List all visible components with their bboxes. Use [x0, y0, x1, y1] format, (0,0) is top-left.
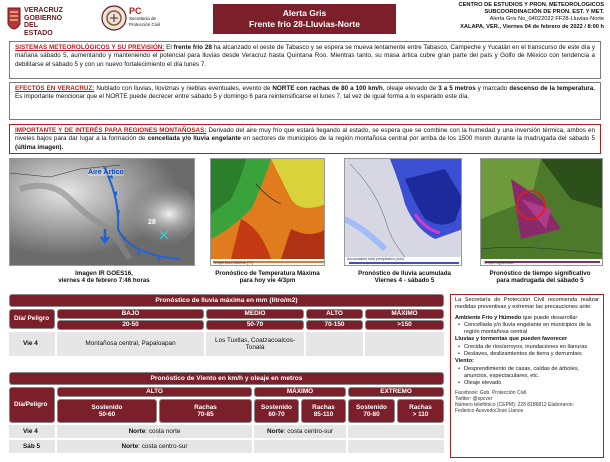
- alert-number: Alerta Gris No_04022022 FF28-Lluvias-Norte: [489, 16, 604, 23]
- wind-heading: Viento:: [455, 358, 474, 365]
- label: Sostenido: [91, 403, 123, 411]
- value: 50-60: [98, 411, 116, 418]
- highlight: descenso de la temperatura.: [509, 85, 595, 92]
- wind-sub-ext-rach: [397, 399, 444, 423]
- weather-map-graphic: [481, 159, 603, 266]
- label: Sostenido: [261, 403, 292, 411]
- value: 70-80: [363, 411, 380, 418]
- pc-logo-line-2: Secretaría de: [129, 16, 157, 21]
- significant-weather-map: [480, 158, 603, 266]
- rain-range-mid: 50-70: [206, 320, 304, 330]
- wind-table-title: Pronóstico de Viento en km/h y oleaje en metros: [9, 372, 444, 385]
- rain-row-day: Vie 4: [9, 332, 55, 356]
- caption-line: Imagen IR GOES16,: [75, 270, 133, 277]
- label: Rachas: [409, 403, 432, 411]
- issue-datetime: XALAPA, VER., Viernes 04 de febrero de 2022 / 8:00 h: [460, 23, 604, 30]
- text: ha alcanzado el oeste de Tabasco y se espera se mueva lentamente entre Tabasco, Campeche y Yucatán en el transcurso de este día y mañana sábado 5, aumentando y manteniendo el potencial para lluvias desde Veracruz hasta Quintana Roo. Mientras tanto, su masa ártica cubre gran parte del país y Golfo de México con tendencia a debilitarse el sábado 5 y con un nuevo fortalecimiento el día lunes 7.: [15, 44, 595, 68]
- text: Es importante mencionar que el NORTE puede decrecer entre sábado 5 y domingo 6 para reintensificarse el lunes 7, tal vez de igual forma a lo esperado este día.: [15, 93, 470, 101]
- cold-heading: [455, 315, 599, 322]
- wind-row2-day: Sáb 5: [9, 440, 55, 453]
- logo-line-1: VERACRUZ: [24, 7, 63, 14]
- wind-sub-max-rach: [301, 399, 346, 423]
- highlight: (última imagen).: [15, 143, 64, 151]
- twitter-link[interactable]: Twitter: @spcver: [455, 395, 493, 402]
- value: 60-70: [268, 411, 285, 418]
- rain-row-low: Montañosa central, Papaloapan: [57, 332, 204, 356]
- pc-logo-mark: PC: [129, 6, 142, 16]
- satellite-ir-image: [9, 158, 195, 266]
- value: 70-85: [197, 411, 214, 418]
- rain-table-title: Pronóstico de lluvia máxima en mm (litro/m2): [9, 294, 444, 307]
- weather-legend: Tiempo Significativo: [483, 261, 515, 265]
- wind-item: • Desprendimiento de casas, caídas de árboles, anuncios, espectaculares, etc.: [455, 366, 599, 381]
- wind-sub-max-sost: [254, 399, 299, 423]
- rain-col-low: BAJO: [57, 309, 204, 319]
- temperature-legend: Temperatura Máxima (°C): [213, 261, 254, 265]
- text: El: [164, 44, 174, 51]
- caption-line: para madrugada del sábado 5: [496, 277, 584, 285]
- wind-col-high: ALTO: [57, 387, 252, 397]
- text: Nublado con lluvias, lloviznas y nieblas eventuales, evento de: [94, 85, 273, 92]
- logo-line-2: GOBIERNO: [24, 14, 63, 22]
- cold-item: • Cencellada y/o lluvia engelante en municipios de la región montañosa central: [455, 322, 599, 337]
- rain-row-mid-line: Tonalá: [245, 344, 265, 351]
- heading: Ambiente Frío y Húmedo: [455, 314, 522, 321]
- caption-line: Pronóstico de tiempo significativo: [489, 270, 591, 277]
- temperature-map-graphic: [211, 159, 325, 266]
- label: Sostenido: [356, 403, 387, 411]
- temperature-caption: [204, 270, 331, 285]
- wind-area: : costa centro-sur: [283, 427, 334, 435]
- veracruz-shield-icon: [6, 6, 22, 36]
- pc-logo: [101, 4, 171, 36]
- wind-direction: Norte: [121, 442, 139, 450]
- alert-title: Alerta Gris: [282, 8, 327, 18]
- arctic-air-label: Aire Ártico: [88, 169, 124, 176]
- wind-row1-max: [254, 425, 346, 438]
- rain-col-mid: MEDIO: [206, 309, 304, 319]
- weather-caption: [474, 270, 606, 285]
- meteorological-systems-section: [9, 41, 601, 79]
- section-heading: IMPORTANTE Y DE INTERÉS PARA REGIONES MONTAÑOSAS:: [15, 127, 207, 134]
- issuer-block: [404, 2, 604, 31]
- wind-row1-high: [57, 425, 252, 438]
- max-temperature-map: [210, 158, 325, 266]
- phone-number: Número telefónico (CEPM): 228 8186812 Elaboraron:: [455, 401, 574, 408]
- value: > 110: [412, 411, 429, 418]
- rain-range-high: 70-150: [306, 320, 363, 330]
- issuer-line-1: CENTRO DE ESTUDIOS Y PRON. METEOROLOGICOS: [458, 2, 604, 8]
- rain-row-high: [306, 332, 363, 356]
- wind-sub-high-sost: [57, 399, 157, 423]
- rain-col-high: ALTO: [306, 309, 363, 319]
- wind-direction: Norte: [128, 427, 146, 435]
- highlight: cencellada y/o lluvia engelante: [147, 135, 241, 143]
- rain-legend: Accumulated total precipitation (mm): [347, 257, 404, 261]
- rain-col-max: MÁXIMO: [365, 309, 444, 319]
- rain-row-max: [365, 332, 444, 356]
- facebook-link[interactable]: Facebook: Gob. Protección Civil: [455, 389, 527, 396]
- text: y marcado: [475, 85, 510, 92]
- effects-section: [9, 82, 601, 120]
- rain-range-max: >150: [365, 320, 444, 330]
- wind-row1-day: Vie 4: [9, 425, 55, 438]
- wind-row2-max: [254, 440, 346, 453]
- label: Rachas: [194, 403, 217, 411]
- wind-table: [9, 387, 444, 455]
- caption-line: para hoy vie 4/3pm: [239, 277, 296, 285]
- front-number-label: 28: [148, 219, 156, 226]
- storm-item-2: • Deslaves, deslizamientos de tierra y derrumbes: [455, 351, 599, 358]
- text: en sectores de municipios de la región montañosa central por arriba de los 1500 msnm durante la madrugada del sábado 5: [240, 135, 596, 143]
- authors: Federico Acevedo/José Llanos: [455, 407, 524, 414]
- wind-row2-high: [57, 440, 252, 453]
- wind-sub-high-rach: [159, 399, 252, 423]
- storm-heading: Lluvias y tormentas que pueden favorecer: [455, 336, 568, 343]
- pc-logo-line-3: Protección Civil: [129, 22, 161, 27]
- recommendations-intro: La Secretaría de Protección Civil recomienda realizar medidas preventivas y extremar las precauciones ante:: [455, 297, 599, 311]
- rain-row-mid: [206, 332, 304, 356]
- wind-area: : costa norte: [145, 427, 181, 435]
- text: , oleaje elevado de: [382, 85, 439, 92]
- logo-line-3: DEL ESTADO: [24, 22, 53, 37]
- highlight: NORTE con rachas de 80 a 100 km/h: [272, 85, 383, 92]
- coat-of-arms-icon: [101, 4, 127, 32]
- alert-subtitle: Frente frío 28-Lluvias-Norte: [249, 19, 360, 29]
- highlight: frente frío 28: [173, 44, 212, 51]
- section-heading: SISTEMAS METEOROLÓGICOS Y SU PREVISIÓN:: [15, 44, 165, 51]
- wind-direction: Norte: [266, 427, 284, 435]
- wind-row1-ext: [348, 425, 444, 438]
- caption-line: Viernes 4 - sábado 5: [374, 277, 435, 285]
- text: que puede desarrollar: [521, 314, 578, 321]
- label: Rachas: [312, 403, 335, 411]
- rain-col-day: Día/ Peligro: [9, 309, 55, 329]
- rain-caption: [347, 270, 462, 285]
- highlight: 3 a 5 metros: [438, 85, 476, 92]
- veracruz-logo: [6, 4, 64, 38]
- rain-range-low: 20-50: [57, 320, 204, 330]
- satellite-caption: [40, 270, 168, 285]
- wind-sub-ext-sost: [348, 399, 395, 423]
- value: 85-110: [313, 411, 334, 418]
- recommendations-panel: [450, 294, 604, 458]
- wind-col-max: MÁXIMO: [254, 387, 346, 397]
- mountain-regions-section: [9, 124, 601, 154]
- wind-col-ext: EXTREMO: [348, 387, 444, 397]
- rain-map-graphic: [345, 159, 462, 266]
- caption-line: viernes 4 de febrero 7:46 horas: [58, 277, 150, 285]
- rain-row-mid-line: Los Tuxtlas, Coatzacoalcos-: [215, 336, 295, 344]
- issuer-line-2: SUBCOORDINACIÓN DE PRON. EST. Y MET.: [484, 9, 604, 16]
- wave-item: • Oleaje elevado: [455, 380, 599, 387]
- alert-title-banner: [213, 4, 396, 34]
- storm-item-1: • Crecida de ríos/arroyos, inundaciones en llanuras: [455, 344, 599, 351]
- text: Derivado del aire muy frío que estará llegando al estado, se espera que se combine con la humedad y una inversión térmica, ambos en niveles bajos para dar lugar a la formación de: [15, 127, 596, 143]
- rain-table: [9, 309, 444, 356]
- wind-row2-ext: [348, 440, 444, 453]
- wind-col-day: Día/Peligro: [9, 387, 55, 423]
- wind-area: : costa centro-sur: [138, 442, 188, 450]
- accumulated-rain-map: [344, 158, 462, 266]
- section-heading: EFECTOS EN VERACRUZ:: [15, 85, 95, 92]
- caption-line: Pronóstico de lluvia acumulada: [358, 270, 451, 277]
- caption-line: Pronóstico de Temperatura Máxima: [215, 270, 320, 277]
